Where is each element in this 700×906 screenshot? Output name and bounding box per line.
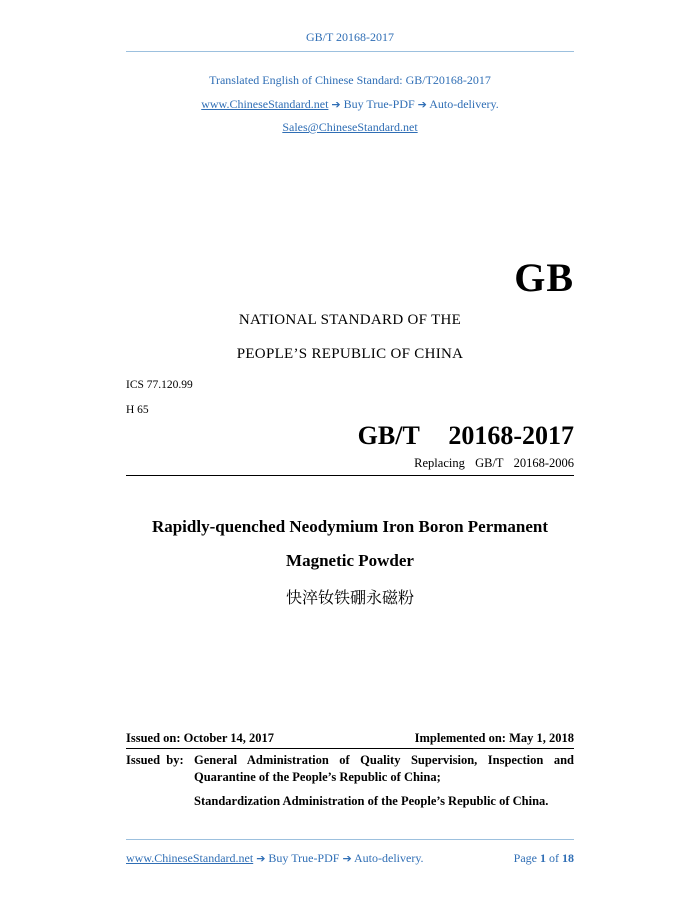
right-arrow-icon: ➔	[256, 852, 266, 865]
issued-by-line2: Quarantine of the People’s Republic of China;	[194, 770, 441, 784]
issued-by-line1: General Administration of Quality Supervision, Inspection and	[194, 753, 574, 767]
page-label: Page	[513, 851, 537, 865]
right-arrow-icon: ➔	[331, 98, 341, 111]
issued-by-line3: Standardization Administration of the People’s Republic of China.	[194, 794, 549, 808]
footer-buy-text: Buy True-PDF	[268, 851, 340, 865]
footer-delivery-text: Auto-delivery.	[354, 851, 424, 865]
replacing-note: Replacing GB/T 20168-2006	[414, 456, 574, 470]
issue-divider	[126, 748, 574, 749]
issued-on-date: Issued on: October 14, 2017	[126, 731, 275, 745]
page-indicator	[514, 851, 574, 866]
page-total: 18	[562, 851, 574, 865]
promo-email	[0, 120, 700, 135]
page-current: 1	[540, 851, 546, 865]
title-divider	[126, 475, 574, 476]
national-standard-line1: NATIONAL STANDARD OF THE	[238, 312, 462, 328]
right-arrow-icon: ➔	[342, 852, 352, 865]
issued-by-label: Issued by:	[126, 753, 184, 767]
document-title-line1: Rapidly-quenched Neodymium Iron Boron Permanent	[151, 517, 549, 536]
footer-site-link[interactable]: www.ChineseStandard.net	[126, 851, 254, 865]
document-title-line2: Magnetic Powder	[286, 551, 414, 570]
footer-divider	[126, 839, 574, 840]
auto-delivery-text: Auto-delivery.	[429, 97, 499, 111]
national-standard-line2: PEOPLE’S REPUBLIC OF CHINA	[236, 346, 464, 362]
right-arrow-icon: ➔	[417, 98, 427, 111]
running-header: GB/T 20168-2017	[305, 30, 395, 44]
gb-mark: GB	[514, 255, 574, 300]
implemented-on-date: Implemented on: May 1, 2018	[414, 731, 574, 745]
page-of: of	[549, 851, 559, 865]
email-link[interactable]: Sales@ChineseStandard.net	[282, 120, 418, 134]
promo-links	[0, 97, 700, 112]
ccs-code: H 65	[126, 404, 149, 416]
site-link[interactable]: www.ChineseStandard.net	[201, 97, 329, 111]
document-title-chinese: 快淬钕铁硼永磁粉	[285, 588, 414, 607]
ics-code: ICS 77.120.99	[126, 379, 193, 391]
standard-number: GB/T 20168-2017	[357, 421, 574, 450]
buy-pdf-text: Buy True-PDF	[343, 97, 415, 111]
promo-line: Translated English of Chinese Standard: GB/T20168-2017	[209, 73, 491, 87]
footer-links	[126, 851, 424, 866]
header-divider	[126, 51, 574, 52]
